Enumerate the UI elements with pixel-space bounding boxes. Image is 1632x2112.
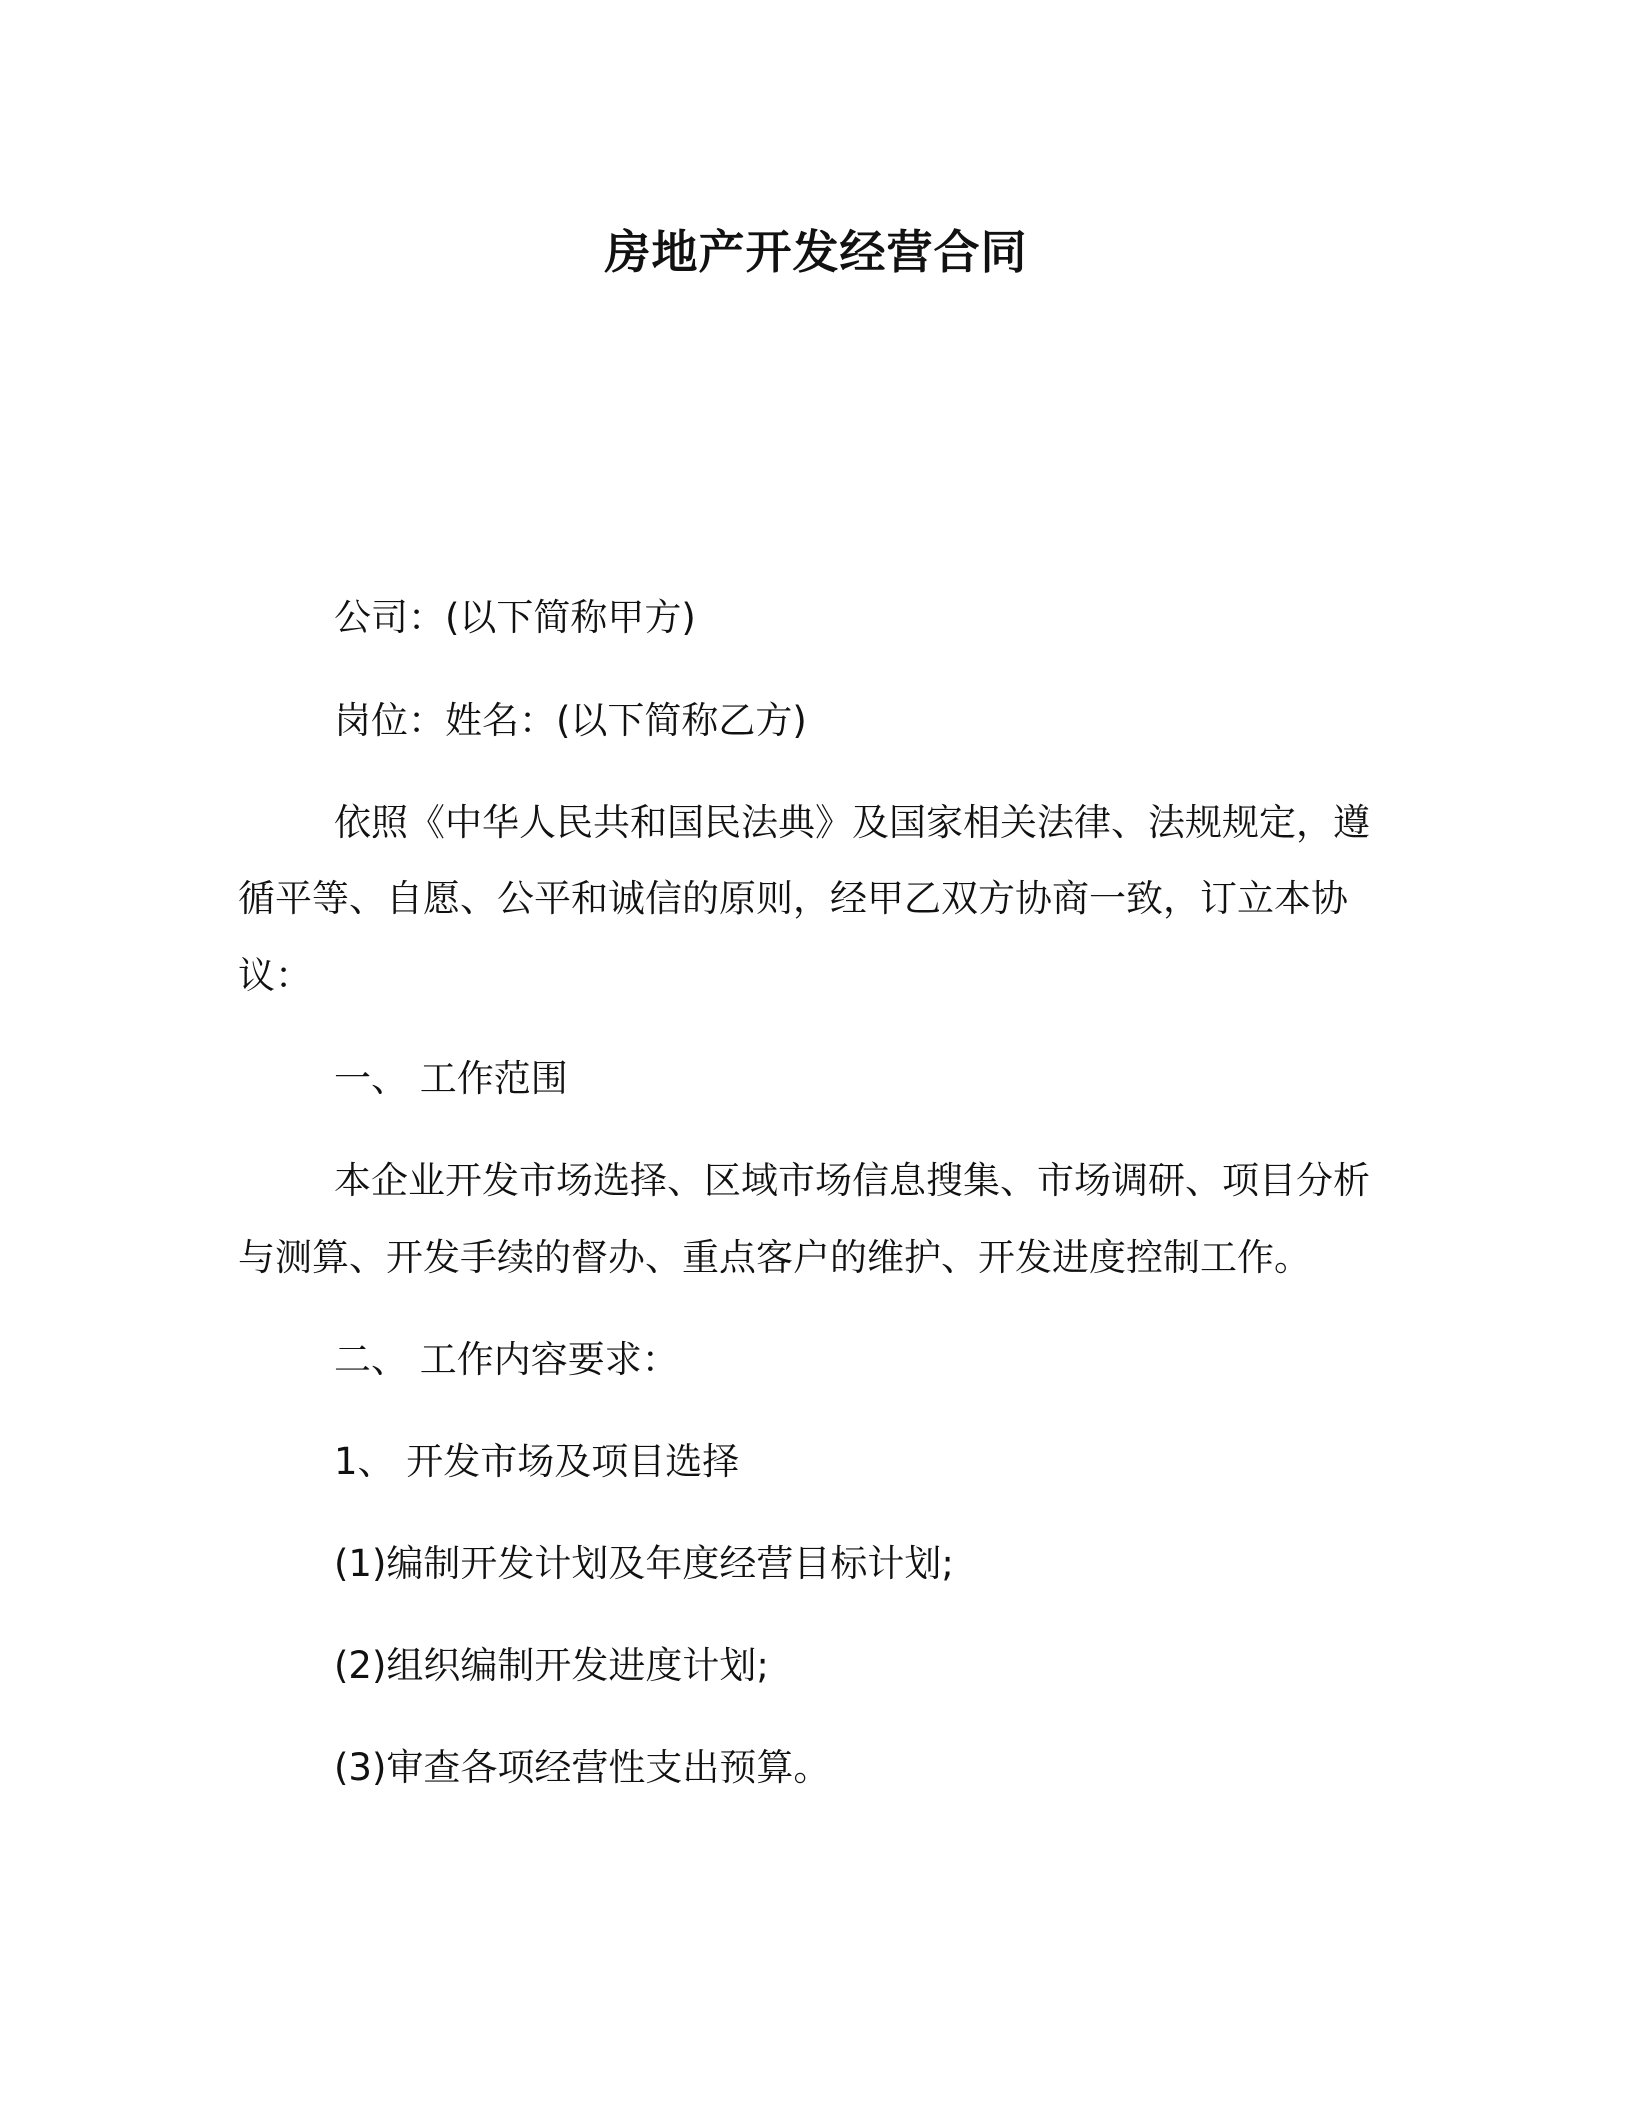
subsection-heading-1: 1、 开发市场及项目选择 — [334, 1440, 740, 1483]
section-heading-scope: 一、 工作范围 — [334, 1057, 568, 1100]
scope-paragraph-line-2: 与测算、开发手续的督办、重点客户的维护、开发进度控制工作。 — [238, 1236, 1311, 1279]
preamble-line-1: 依照《中华人民共和国民法典》及国家相关法律、法规规定，遵 — [334, 801, 1370, 844]
section-heading-requirements: 二、 工作内容要求： — [334, 1338, 679, 1381]
list-item-2: (2)组织编制开发进度计划; — [334, 1644, 769, 1687]
list-item-3: (3)审查各项经营性支出预算。 — [334, 1746, 831, 1789]
document-title: 房地产开发经营合同 — [604, 225, 1028, 279]
list-item-1: (1)编制开发计划及年度经营目标计划; — [334, 1542, 954, 1585]
party-a-line: 公司：(以下简称甲方) — [334, 596, 696, 639]
preamble-line-3: 议： — [238, 954, 312, 997]
scope-paragraph-line-1: 本企业开发市场选择、区域市场信息搜集、市场调研、项目分析 — [334, 1159, 1370, 1202]
party-b-line: 岗位：姓名：(以下简称乙方) — [334, 699, 807, 742]
preamble-line-2: 循平等、自愿、公平和诚信的原则，经甲乙双方协商一致，订立本协 — [238, 877, 1348, 920]
